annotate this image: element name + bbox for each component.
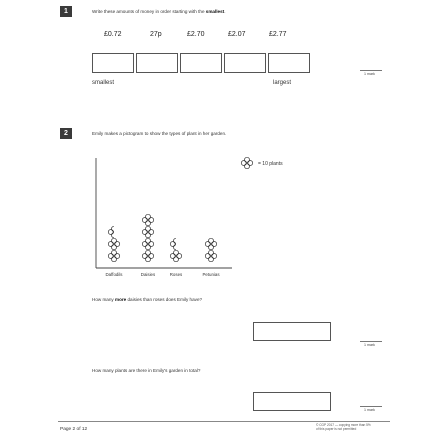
footer-divider (58, 421, 390, 422)
flower-icon (205, 238, 216, 249)
copyright-notice: © CGP 2017 — copying more than 5% of this paper is not permitted (316, 423, 371, 431)
mark-allocation: 1 mark (364, 72, 375, 76)
answer-box-4[interactable] (224, 53, 266, 73)
amount-item: £2.70 (187, 31, 205, 38)
answer-box-2a[interactable] (253, 322, 331, 341)
largest-label: largest (273, 80, 292, 86)
page-number: Page 2 of 12 (60, 427, 88, 432)
answer-box-1[interactable] (92, 53, 134, 73)
flower-icon (142, 238, 153, 249)
category-label: Daffodils (105, 272, 123, 277)
flower-icon (142, 214, 153, 225)
answer-box-2[interactable] (136, 53, 178, 73)
flower-icon (142, 250, 153, 261)
half-flower-icon (108, 226, 119, 237)
flower-icon (241, 157, 252, 168)
flower-icon (108, 238, 119, 249)
smallest-label: smallest (92, 80, 115, 86)
mark-line (360, 406, 382, 407)
mark-allocation: 1 mark (364, 343, 375, 347)
category-label: Roses (169, 272, 183, 277)
mark-allocation: 1 mark (364, 408, 375, 412)
half-flower-icon (170, 238, 181, 249)
question-2a-text: How many more daisies than roses does Emily have? (92, 297, 203, 302)
mark-line (360, 341, 382, 342)
question-2b-text: How many plants are there in Emily's garden in total? (92, 368, 201, 373)
question-2-instruction: Emily makes a pictogram to show the types of plant in her garden. (92, 131, 227, 136)
question-1-instruction: Write these amounts of money in order starting with the smallest. (92, 9, 226, 14)
answer-box-5[interactable] (268, 53, 310, 73)
amount-item: 27p (150, 31, 162, 38)
category-label: Petunias (202, 272, 220, 277)
answer-box-3[interactable] (180, 53, 222, 73)
flower-icon (108, 250, 119, 261)
amount-item: £0.72 (104, 31, 122, 38)
amount-item: £2.07 (228, 31, 246, 38)
mark-line (360, 70, 382, 71)
answer-box-2b[interactable] (253, 392, 331, 411)
flower-icon (170, 250, 181, 261)
question-number-1: 1 (60, 6, 72, 17)
question-number-2: 2 (60, 128, 72, 139)
key-label: = 10 plants (258, 161, 283, 167)
category-label: Daisies (140, 272, 156, 277)
amount-item: £2.77 (269, 31, 287, 38)
flower-icon (205, 250, 216, 261)
flower-icon (142, 226, 153, 237)
